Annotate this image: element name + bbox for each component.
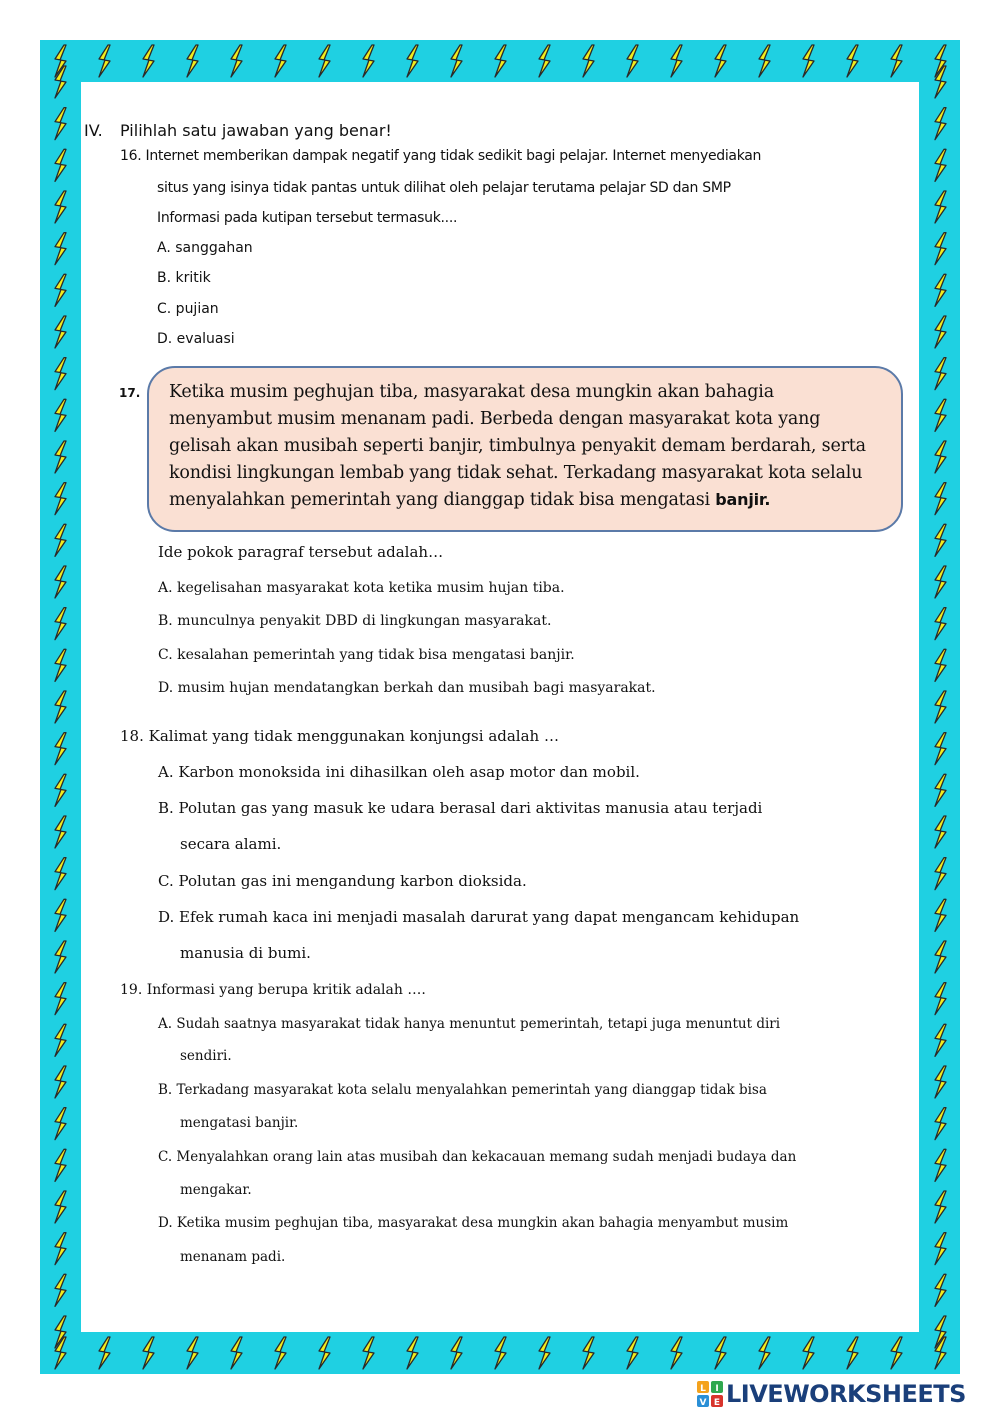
lightning-bolt-icon xyxy=(55,399,66,431)
lightning-bolt-icon xyxy=(935,941,946,973)
q17-passage-line: gelisah akan musibah seperti banjir, timbulnya penyakit demam berdarah, serta xyxy=(169,436,866,456)
q17-passage-line: Ketika musim peghujan tiba, masyarakat desa mungkin akan bahagia xyxy=(169,382,774,402)
lightning-bolt-icon xyxy=(143,45,154,77)
svg-text:I: I xyxy=(715,1384,719,1394)
q17-passage-line: kondisi lingkungan lembab yang tidak sehat. Terkadang masyarakat kota selalu xyxy=(169,463,863,483)
q17-passage-line: menyambut musim menanam padi. Berbeda dengan masyarakat kota yang xyxy=(169,409,821,429)
lightning-bolt-icon xyxy=(671,45,682,77)
q18-option-d-cont: manusia di bumi. xyxy=(180,944,311,962)
lightning-bolt-icon xyxy=(935,191,946,223)
lightning-bolt-icon xyxy=(539,1337,550,1369)
lightning-bolt-icon xyxy=(935,816,946,848)
q19-option-b-cont: mengatasi banjir. xyxy=(180,1115,299,1131)
q18-option-b-cont: secara alami. xyxy=(180,835,282,853)
lightning-bolt-icon xyxy=(451,1337,462,1369)
lightning-bolt-icon xyxy=(275,1337,286,1369)
lightning-bolt-icon xyxy=(187,45,198,77)
lightning-bolt-icon xyxy=(55,858,66,890)
lightning-bolt-icon xyxy=(55,524,66,556)
lightning-bolt-icon xyxy=(55,441,66,473)
lightning-bolt-icon xyxy=(55,983,66,1015)
q17-question: Ide pokok paragraf tersebut adalah… xyxy=(158,543,444,561)
q16-option-a[interactable]: A. sanggahan xyxy=(157,240,253,256)
lightning-bolt-icon xyxy=(935,733,946,765)
lightning-bolt-icon xyxy=(627,1337,638,1369)
lightning-bolt-icon xyxy=(583,1337,594,1369)
lightning-bolt-icon xyxy=(55,316,66,348)
lightning-bolt-icon xyxy=(891,1337,902,1369)
svg-text:E: E xyxy=(713,1398,721,1408)
lightning-bolt-icon xyxy=(935,691,946,723)
lightning-bolt-icon xyxy=(363,45,374,77)
lightning-bolt-icon xyxy=(935,233,946,265)
lightning-bolt-icon xyxy=(803,1337,814,1369)
liveworksheets-logo[interactable] xyxy=(696,1378,966,1410)
lightning-bolt-icon xyxy=(935,524,946,556)
lightning-bolt-icon xyxy=(495,1337,506,1369)
lightning-bolt-icon xyxy=(55,274,66,306)
lightning-bolt-icon xyxy=(55,1233,66,1265)
lightning-bolt-icon xyxy=(55,191,66,223)
lightning-bolt-icon xyxy=(55,358,66,390)
lightning-bolt-icon xyxy=(55,649,66,681)
lightning-bolt-icon xyxy=(935,899,946,931)
section-title: Pilihlah satu jawaban yang benar! xyxy=(120,121,392,140)
lightning-bolt-icon xyxy=(935,316,946,348)
lightning-bolt-icon xyxy=(935,1066,946,1098)
q18-question: 18. Kalimat yang tidak menggunakan konjungsi adalah … xyxy=(120,727,559,745)
q18-option-c[interactable]: C. Polutan gas ini mengandung karbon dioksida. xyxy=(158,872,527,890)
lightning-bolt-icon xyxy=(55,483,66,515)
lightning-bolt-icon xyxy=(55,1066,66,1098)
lightning-bolt-icon xyxy=(231,45,242,77)
lightning-bolt-icon xyxy=(935,1274,946,1306)
lightning-bolt-icon xyxy=(891,45,902,77)
q16-option-c[interactable]: C. pujian xyxy=(157,301,219,317)
lightning-bolt-icon xyxy=(539,45,550,77)
lightning-bolt-icon xyxy=(143,1337,154,1369)
q17-option-b[interactable]: B. munculnya penyakit DBD di lingkungan masyarakat. xyxy=(158,613,552,629)
lightning-bolt-icon xyxy=(935,1108,946,1140)
lightning-bolt-icon xyxy=(55,1149,66,1181)
lightning-bolt-icon xyxy=(319,45,330,77)
lightning-bolt-icon xyxy=(319,1337,330,1369)
q19-option-a[interactable]: A. Sudah saatnya masyarakat tidak hanya menuntut pemerintah, tetapi juga menuntut diri xyxy=(158,1016,781,1032)
lightning-bolt-icon xyxy=(55,1024,66,1056)
q19-option-d[interactable]: D. Ketika musim peghujan tiba, masyarakat desa mungkin akan bahagia menyambut musim xyxy=(158,1215,789,1231)
lightning-bolt-icon xyxy=(187,1337,198,1369)
lightning-bolt-icon xyxy=(363,1337,374,1369)
liveworksheets-logo-icon xyxy=(696,1380,724,1408)
q19-option-c[interactable]: C. Menyalahkan orang lain atas musibah dan kekacauan memang sudah menjadi budaya dan xyxy=(158,1149,797,1165)
lightning-bolt-icon xyxy=(55,816,66,848)
lightning-bolt-icon xyxy=(847,45,858,77)
lightning-bolt-icon xyxy=(407,1337,418,1369)
q17-option-d[interactable]: D. musim hujan mendatangkan berkah dan musibah bagi masyarakat. xyxy=(158,680,656,696)
q16-option-d[interactable]: D. evaluasi xyxy=(157,331,235,347)
lightning-bolt-icon xyxy=(935,1191,946,1223)
q19-option-b[interactable]: B. Terkadang masyarakat kota selalu menyalahkan pemerintah yang dianggap tidak bisa xyxy=(158,1082,767,1098)
q16-option-b[interactable]: B. kritik xyxy=(157,270,211,286)
q19-question: 19. Informasi yang berupa kritik adalah …. xyxy=(120,982,426,998)
lightning-bolt-icon xyxy=(55,608,66,640)
q16-text-line: Informasi pada kutipan tersebut termasuk.... xyxy=(157,210,458,226)
lightning-bolt-icon xyxy=(803,45,814,77)
lightning-bolt-icon xyxy=(55,149,66,181)
q17-option-c[interactable]: C. kesalahan pemerintah yang tidak bisa mengatasi banjir. xyxy=(158,647,575,663)
lightning-bolt-icon xyxy=(627,45,638,77)
section-number: IV. xyxy=(84,121,103,140)
lightning-bolt-icon xyxy=(715,45,726,77)
lightning-bolt-icon xyxy=(407,45,418,77)
q19-option-c-cont: mengakar. xyxy=(180,1182,252,1198)
lightning-bolt-icon xyxy=(55,774,66,806)
lightning-bolt-icon xyxy=(275,45,286,77)
lightning-bolt-icon xyxy=(935,774,946,806)
q17-passage-text: menyalahkan pemerintah yang dianggap tidak bisa mengatasi xyxy=(169,490,716,510)
lightning-bolt-icon xyxy=(935,649,946,681)
logo-text: LIVEWORKSHEETS xyxy=(726,1380,966,1408)
lightning-bolt-icon xyxy=(55,566,66,598)
lightning-bolt-icon xyxy=(715,1337,726,1369)
svg-text:V: V xyxy=(699,1398,707,1408)
lightning-bolt-icon xyxy=(55,1274,66,1306)
svg-text:L: L xyxy=(700,1384,706,1394)
lightning-bolt-icon xyxy=(231,1337,242,1369)
lightning-bolt-icon xyxy=(935,983,946,1015)
lightning-bolt-icon xyxy=(55,691,66,723)
lightning-bolt-icon xyxy=(935,441,946,473)
lightning-bolt-icon xyxy=(935,1024,946,1056)
lightning-bolt-icon xyxy=(451,45,462,77)
q19-option-d-cont: menanam padi. xyxy=(180,1249,286,1265)
lightning-bolt-icon xyxy=(935,483,946,515)
q17-passage-bold-word: banjir. xyxy=(715,490,771,509)
lightning-bolt-icon xyxy=(55,1108,66,1140)
lightning-bolt-icon xyxy=(55,233,66,265)
lightning-bolt-icon xyxy=(935,1233,946,1265)
lightning-bolt-icon xyxy=(55,899,66,931)
q18-option-a[interactable]: A. Karbon monoksida ini dihasilkan oleh asap motor dan mobil. xyxy=(158,763,640,781)
lightning-bolt-icon xyxy=(55,108,66,140)
lightning-bolt-icon xyxy=(935,858,946,890)
q17-passage-line-last xyxy=(169,490,770,510)
lightning-bolt-icon xyxy=(671,1337,682,1369)
lightning-bolt-icon xyxy=(935,274,946,306)
q17-option-a[interactable]: A. kegelisahan masyarakat kota ketika musim hujan tiba. xyxy=(158,580,565,596)
lightning-bolt-icon xyxy=(935,358,946,390)
lightning-bolt-icon xyxy=(55,733,66,765)
lightning-bolt-icon xyxy=(935,108,946,140)
lightning-bolt-icon xyxy=(99,1337,110,1369)
lightning-bolt-icon xyxy=(935,399,946,431)
lightning-bolt-icon xyxy=(759,45,770,77)
q18-option-b[interactable]: B. Polutan gas yang masuk ke udara berasal dari aktivitas manusia atau terjadi xyxy=(158,799,763,817)
lightning-bolt-icon xyxy=(55,941,66,973)
lightning-bolt-icon xyxy=(935,608,946,640)
lightning-bolt-icon xyxy=(583,45,594,77)
lightning-bolt-icon xyxy=(935,149,946,181)
lightning-bolt-icon xyxy=(759,1337,770,1369)
q18-option-d[interactable]: D. Efek rumah kaca ini menjadi masalah darurat yang dapat mengancam kehidupan xyxy=(158,908,800,926)
q19-option-a-cont: sendiri. xyxy=(180,1048,232,1064)
q16-text-line: 16. Internet memberikan dampak negatif yang tidak sedikit bagi pelajar. Internet menyediakan xyxy=(120,148,762,164)
q16-text-line: situs yang isinya tidak pantas untuk dilihat oleh pelajar terutama pelajar SD dan SMP xyxy=(157,180,731,196)
lightning-bolt-icon xyxy=(935,566,946,598)
lightning-bolt-icon xyxy=(935,1149,946,1181)
lightning-bolt-icon xyxy=(495,45,506,77)
lightning-bolt-icon xyxy=(99,45,110,77)
lightning-bolt-icon xyxy=(55,1191,66,1223)
lightning-bolt-icon xyxy=(847,1337,858,1369)
q17-number: 17. xyxy=(119,386,141,400)
